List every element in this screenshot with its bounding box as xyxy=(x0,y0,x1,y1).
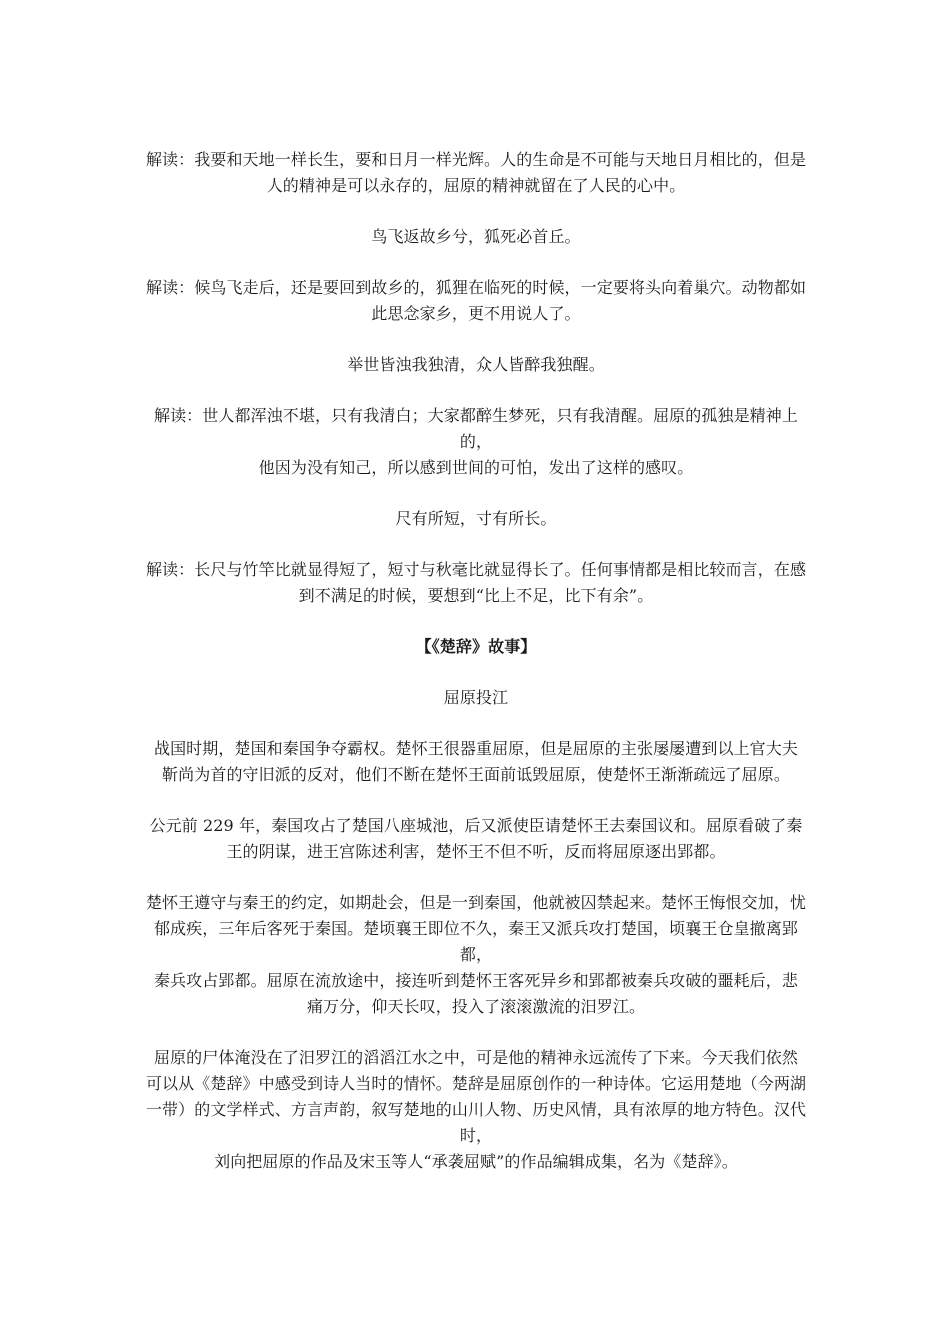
text-line: 痛万分，仰天长叹，投入了滚滚激流的汨罗江。 xyxy=(306,997,646,1016)
text-line: 郁成疾，三年后客死于秦国。楚顷襄王即位不久，秦王又派兵攻打楚国，顷襄王仓皇撤离郢都， xyxy=(153,919,798,964)
story-paragraph xyxy=(143,890,809,1020)
story-paragraph xyxy=(143,1045,809,1175)
story-title xyxy=(143,685,809,711)
text-line: 人的精神是可以永存的，屈原的精神就留在了人民的心中。 xyxy=(266,176,686,195)
text-line: 解读：候鸟飞走后，还是要回到故乡的，狐狸在临死的时候，一定要将头向着巢穴。动物都如 xyxy=(145,278,807,297)
text-line: 解读：世人都浑浊不堪，只有我清白；大家都醉生梦死，只有我清醒。屈原的孤独是精神上的， xyxy=(153,406,798,451)
text-line: 解读：长尺与竹竿比就显得短了，短寸与秋毫比就显得长了。任何事情都是相比较而言，在感 xyxy=(145,560,807,579)
text-line: 屈原的尸体淹没在了汨罗江的滔滔江水之中，可是他的精神永远流传了下来。今天我们依然 xyxy=(153,1048,798,1067)
text-line: 举世皆浊我独清，众人皆醉我独醒。 xyxy=(347,355,605,374)
text-line: 屈原投江 xyxy=(443,688,509,707)
interpretation-paragraph xyxy=(143,275,809,327)
text-line: 解读：我要和天地一样长生，要和日月一样光辉。人的生命是不可能与天地日月相比的，但是 xyxy=(145,150,807,169)
story-paragraph xyxy=(143,813,809,865)
interpretation-paragraph xyxy=(143,147,809,199)
text-line: 鸟飞返故乡兮，狐死必首丘。 xyxy=(371,227,581,246)
section-heading xyxy=(143,634,809,660)
quote-line xyxy=(143,352,809,378)
text-line: 他因为没有知己，所以感到世间的可怕，发出了这样的感叹。 xyxy=(258,458,694,477)
text-line: 到不满足的时候，要想到“比上不足，比下有余”。 xyxy=(298,586,654,605)
quote-line xyxy=(143,506,809,532)
text-line: 楚怀王遵守与秦王的约定，如期赴会，但是一到秦国，他就被囚禁起来。楚怀王悔恨交加，忧 xyxy=(145,893,807,912)
document-body xyxy=(143,147,809,1200)
text-line: 公元前 229 年，秦国攻占了楚国八座城池，后又派使臣请楚怀王去秦国议和。屈原看破了秦 xyxy=(149,816,803,835)
text-line: 秦兵攻占郢都。屈原在流放途中，接连听到楚怀王客死异乡和郢都被秦兵攻破的噩耗后，悲 xyxy=(153,971,798,990)
text-line: 刘向把屈原的作品及宋玉等人“承袭屈赋”的作品编辑成集，名为《楚辞》。 xyxy=(214,1152,738,1171)
text-line: 一带）的文学样式、方言声韵，叙写楚地的山川人物、历史风情，具有浓厚的地方特色。汉代时， xyxy=(145,1100,807,1145)
quote-line xyxy=(143,224,809,250)
text-line: 战国时期，楚国和秦国争夺霸权。楚怀王很器重屈原，但是屈原的主张屡屡遭到以上官大夫 xyxy=(153,739,798,758)
text-line: 【《楚辞》故事】 xyxy=(415,637,537,656)
text-line: 此思念家乡，更不用说人了。 xyxy=(371,304,581,323)
interpretation-paragraph xyxy=(143,557,809,609)
text-line: 靳尚为首的守旧派的反对，他们不断在楚怀王面前诋毁屈原，使楚怀王渐渐疏远了屈原。 xyxy=(162,765,790,784)
story-paragraph xyxy=(143,736,809,788)
text-line: 王的阴谋，进王宫陈述利害，楚怀王不但不听，反而将屈原逐出郢都。 xyxy=(226,842,726,861)
text-line: 尺有所短，寸有所长。 xyxy=(395,509,557,528)
interpretation-paragraph xyxy=(143,403,809,481)
text-line: 可以从《楚辞》中感受到诗人当时的情怀。楚辞是屈原创作的一种诗体。它运用楚地（今两湖 xyxy=(145,1074,807,1093)
